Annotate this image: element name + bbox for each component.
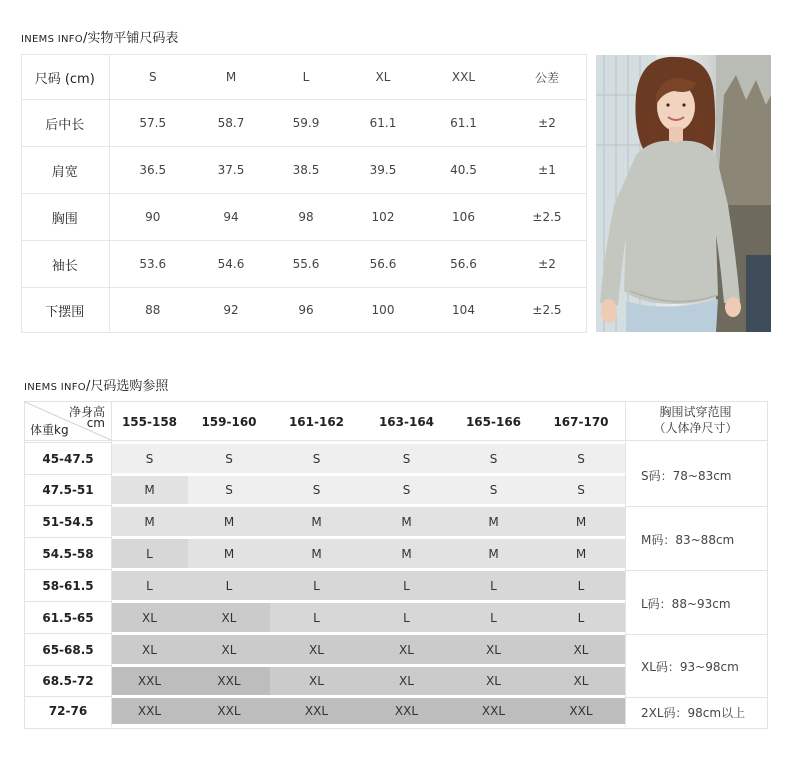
table-row [21,100,587,147]
size-cell: S [188,444,270,473]
size-cell: M [111,476,188,504]
chest-range-cell: S码：78~83cm [641,469,732,483]
chest-range-cell: L码：88~93cm [641,596,731,611]
header-cell: 尺码 (cm) [21,55,109,100]
size-cell: XL [537,667,625,695]
size-cell: XXL [537,698,625,724]
size-cell: S [450,444,537,473]
size-cell: XL [363,667,450,695]
row-divider [25,665,111,666]
size-cell: S [111,444,188,473]
title-en: INEMS INFO [24,382,86,393]
size-cell: XXL [270,698,363,724]
size-cell: L [111,539,188,568]
weight-row-label: 72-76 [48,704,88,718]
row-divider [25,474,111,475]
model-photo-illustration [596,55,771,332]
chest-range-cell: XL码：93~98cm [641,660,739,674]
weight-row-label: 58-61.5 [42,578,94,593]
header-divider [25,440,767,441]
size-cell: XXL [188,698,270,724]
size-cell: L [188,571,270,600]
weight-row-label: 45-47.5 [42,451,94,466]
weight-row-label: 61.5-65 [42,610,94,625]
size-cell: XL [450,635,537,664]
row-label: 胸围 [21,194,109,241]
header-cell: M [196,55,266,100]
value-cell: ±2.5 [507,194,587,241]
value-cell: 88 [109,288,196,333]
value-cell: 36.5 [109,147,196,194]
value-cell: 94 [196,194,266,241]
value-cell: 38.5 [266,147,346,194]
size-cell: L [363,571,450,600]
size-cell: S [537,476,625,504]
row-divider [25,505,111,506]
size-cell: M [188,507,270,536]
size-cell: M [270,539,363,568]
title-en: INEMS INFO [21,34,83,45]
value-cell: 92 [196,288,266,333]
height-header-cell: 163-164 [378,415,435,429]
table-row [21,241,587,288]
size-cell: L [537,603,625,632]
weight-row-label: 65-68.5 [42,642,94,657]
value-cell: 58.7 [196,100,266,147]
size-cell: S [363,444,450,473]
size-guide-title [24,375,168,394]
size-cell: S [188,476,270,504]
value-cell: ±2.5 [507,288,587,333]
corner-unit-label: cm [86,416,105,430]
size-cell: S [537,444,625,473]
value-cell: 90 [109,194,196,241]
size-cell: L [111,571,188,600]
table-row [21,194,587,241]
size-cell: XL [188,635,270,664]
weight-row-label: 68.5-72 [42,674,94,688]
size-cell: L [450,571,537,600]
value-cell: 40.5 [420,147,507,194]
value-cell: 55.6 [266,241,346,288]
value-cell: 100 [346,288,420,333]
row-label: 肩宽 [21,147,109,194]
height-header-cell: 165-166 [465,415,522,429]
size-cell: XL [450,667,537,695]
size-cell: L [270,571,363,600]
value-cell: 104 [420,288,507,333]
value-cell: ±1 [507,147,587,194]
row-divider [25,442,111,443]
height-header-cell: 167-170 [553,415,609,429]
size-cell: M [450,539,537,568]
value-cell: 56.6 [420,241,507,288]
weight-row-label: 47.5-51 [42,483,94,497]
size-cell: S [450,476,537,504]
size-cell: L [450,603,537,632]
header-cell: 公差 [507,55,587,100]
value-cell: ±2 [507,241,587,288]
value-cell: 102 [346,194,420,241]
value-cell: 54.6 [196,241,266,288]
header-cell: XXL [420,55,507,100]
range-header-note: （人体净尺寸） [653,421,738,435]
row-label: 下摆围 [21,288,109,333]
size-cell: M [537,539,625,568]
size-cell: XL [111,603,188,632]
value-cell: 106 [420,194,507,241]
size-cell: M [450,507,537,536]
value-cell: 56.6 [346,241,420,288]
size-cell: M [111,507,188,536]
size-cell: L [270,603,363,632]
height-header-cell: 155-158 [121,415,178,429]
row-divider [25,633,111,634]
size-cell: XXL [111,698,188,724]
value-cell: 57.5 [109,100,196,147]
size-cell: S [270,476,363,504]
value-cell: 59.9 [266,100,346,147]
corner-weight-label: 体重kg [30,422,69,437]
header-cell: XL [346,55,420,100]
row-divider [25,696,111,697]
size-cell: XXL [363,698,450,724]
size-cell: M [188,539,270,568]
header-cell: L [266,55,346,100]
header-cell: S [109,55,196,100]
row-divider [25,537,111,538]
value-cell: 37.5 [196,147,266,194]
height-header-cell: 161-162 [288,415,345,429]
row-divider [25,569,111,570]
weight-row-label: 54.5-58 [42,546,94,561]
value-cell: 98 [266,194,346,241]
table-row [21,147,587,194]
size-cell: L [363,603,450,632]
value-cell: 61.1 [346,100,420,147]
weight-row-label: 51-54.5 [42,514,94,529]
chest-range-cell: M码：83~88cm [641,532,735,547]
range-header: 胸围试穿范围 [659,405,732,419]
size-cell: XL [270,667,363,695]
value-cell: 53.6 [109,241,196,288]
size-cell: M [270,507,363,536]
size-cell: M [537,507,625,536]
height-header-cell: 159-160 [201,415,257,429]
size-cell: XXL [450,698,537,724]
size-cell: S [363,476,450,504]
value-cell: 96 [266,288,346,333]
row-divider [25,601,111,602]
size-cell: M [363,539,450,568]
size-cell: XXL [188,667,270,695]
value-cell: ±2 [507,100,587,147]
corner-height-label: 净身高 [68,404,105,419]
size-cell: XL [363,635,450,664]
size-cell: M [363,507,450,536]
size-cell: L [537,571,625,600]
row-label: 后中长 [21,100,109,147]
column-divider [111,402,112,727]
title-cn: /实物平铺尺码表 [82,31,179,46]
title-cn: /尺码选购参照 [85,379,169,394]
size-cell: XL [270,635,363,664]
table-header-row [21,55,587,100]
size-cell: S [270,444,363,473]
table-row [21,288,587,333]
size-cell: XL [188,603,270,632]
size-cell: XXL [111,667,188,695]
chest-range-cell: 2XL码：98cm以上 [641,706,746,720]
size-cell: XL [537,635,625,664]
value-cell: 39.5 [346,147,420,194]
size-chart-title [21,27,178,46]
value-cell: 61.1 [420,100,507,147]
size-cell: XL [111,635,188,664]
garment-measurement-table [21,54,587,333]
model-photo [596,55,771,332]
row-label: 袖长 [21,241,109,288]
